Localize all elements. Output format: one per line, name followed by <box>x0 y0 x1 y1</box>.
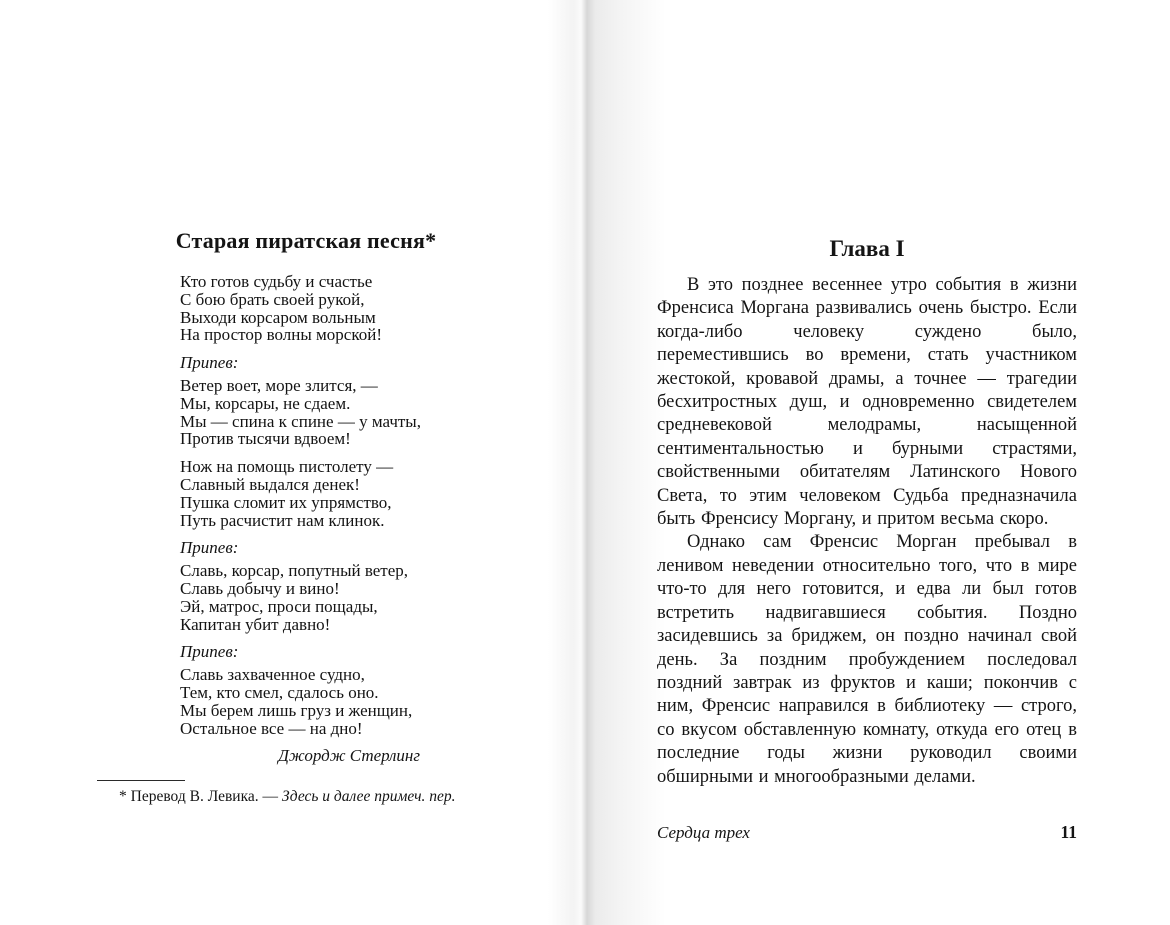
refrain-label: Припев: <box>180 353 239 373</box>
poem-line: Путь расчистит нам клинок. <box>180 510 385 530</box>
footnote-italic-text: Здесь и далее примеч. пер. <box>281 788 456 806</box>
poem-line: Капитан убит давно! <box>180 614 331 634</box>
poem-stanza <box>180 666 515 737</box>
poem-line: Мы берем лишь груз и женщин, <box>180 700 413 720</box>
poem-line: Славь, корсар, попутный ветер, <box>180 561 409 581</box>
refrain-label: Припев: <box>180 538 239 558</box>
right-page <box>657 234 1077 789</box>
poem-line: На простор волны морской! <box>180 325 382 345</box>
poem-author: Джордж Стерлинг <box>278 746 420 766</box>
poem-stanza <box>180 273 515 344</box>
poem <box>180 273 515 737</box>
page-number: 11 <box>1060 822 1077 842</box>
poem-line: С бою брать своей рукой, <box>180 289 365 309</box>
poem-line: Мы, корсары, не сдаем. <box>180 393 351 413</box>
poem-line: Славный выдался денек! <box>180 474 360 494</box>
body-paragraph: В это позднее весеннее утро события в жизни Френсиса Моргана развивались очень быстро. Если когда-либо человеку суждено было, переместившись во времени, стать участником жестокой, кровавой драмы, а точнее — трагедии бесхитростных душ, и одновременно свидетелем средневековой мелодрамы, насыщенной сентиментальностью и бурными страстями, свойственными обитателям Латинского Нового Света, то этим человеком Судьба предназначила быть Френсису Моргану, и притом весьма скоро. <box>657 275 1077 530</box>
body-paragraph: Однако сам Френсис Морган пребывал в ленивом неведении относительно того, что в мире что-то для него готовится, и едва ли был готов встретить надвигавшиеся события. Поздно засидевшись за бриджем, он поздно начинал свой день. За поздним пробуждением последовал поздний завтрак из фруктов и каши; покончив с ним, Френсис направился в библиотеку — строго, со вкусом обставленную комнату, откуда его отец в последние годы жизни руководил своими обширными и многообразными делами. <box>657 532 1077 787</box>
footnote-regular-text: * Перевод В. Левика. — <box>119 788 279 806</box>
poem-line: Остальное все — на дно! <box>180 718 363 738</box>
footnote-rule <box>97 780 185 781</box>
left-page <box>97 228 515 806</box>
running-title: Сердца трех <box>657 823 750 842</box>
footnote <box>97 780 515 806</box>
poem-line: Кто готов судьбу и счастье <box>180 272 373 291</box>
chapter-heading: Глава I <box>829 236 905 261</box>
poem-stanza <box>180 377 515 448</box>
refrain-label: Припев: <box>180 642 239 662</box>
page-footer <box>657 822 1077 843</box>
poem-line: Против тысячи вдвоем! <box>180 429 351 449</box>
poem-line: Славь добычу и вино! <box>180 578 340 598</box>
poem-line: Нож на помощь пистолету — <box>180 457 394 477</box>
poem-line: Эй, матрос, проси пощады, <box>180 596 378 616</box>
page-gutter-shadow <box>548 0 666 925</box>
poem-line: Славь захваченное судно, <box>180 665 365 685</box>
poem-line: Мы — спина к спине — у мачты, <box>180 411 421 431</box>
poem-line: Пушка сломит их упрямство, <box>180 492 392 512</box>
poem-line: Выходи корсаром вольным <box>180 307 376 327</box>
footnote-text <box>97 787 515 806</box>
poem-title: Старая пиратская песня* <box>175 228 437 253</box>
poem-line: Ветер воет, море злится, — <box>180 375 378 395</box>
poem-stanza <box>180 562 515 633</box>
poem-stanza <box>180 458 515 529</box>
poem-line: Тем, кто смел, сдалось оно. <box>180 682 379 702</box>
